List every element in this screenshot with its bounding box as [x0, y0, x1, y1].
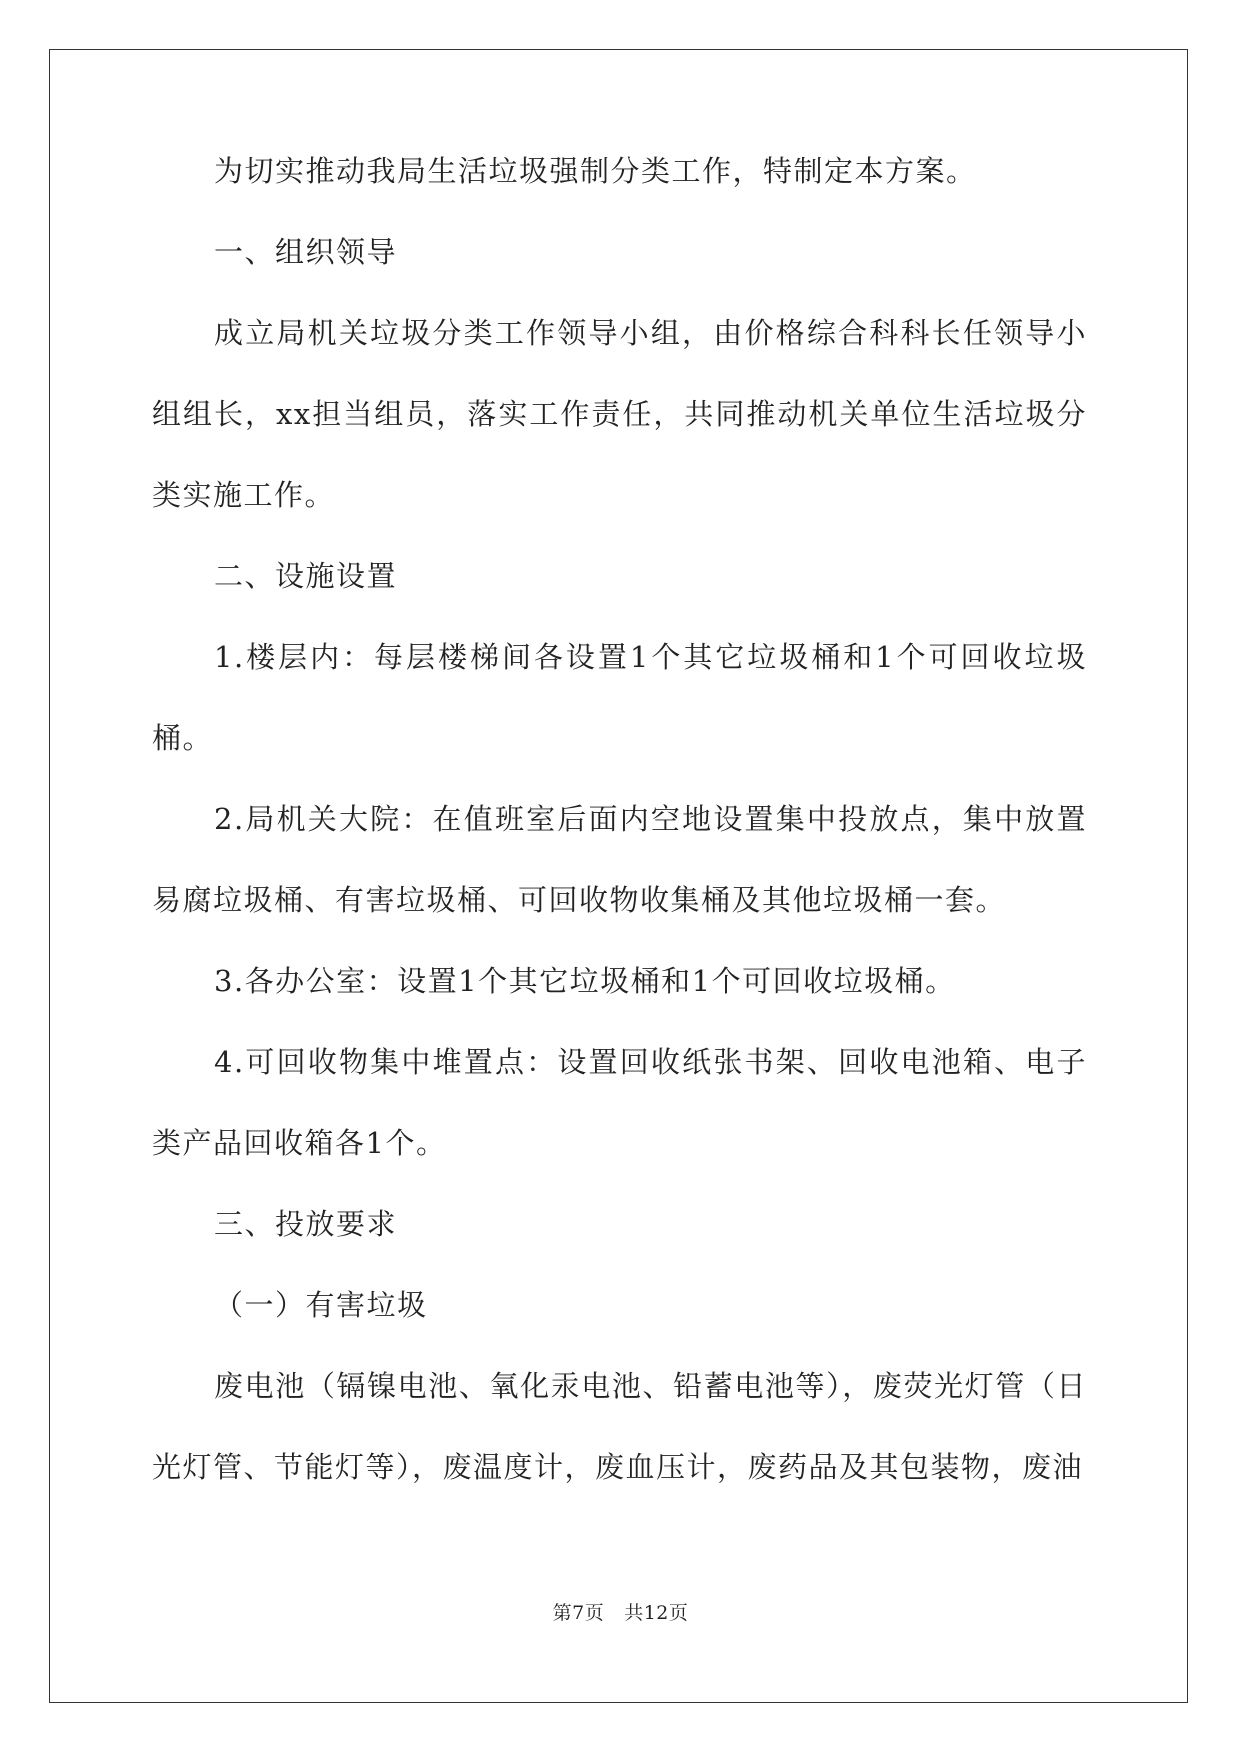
document-body: [152, 131, 1087, 1508]
paragraph-facility-3: 3.各办公室：设置1个其它垃圾桶和1个可回收垃圾桶。: [214, 964, 956, 998]
paragraph-intro: 为切实推动我局生活垃圾强制分类工作，特制定本方案。: [214, 154, 977, 188]
page-total: 共12页: [624, 1602, 689, 1624]
heading-requirements: 三、投放要求: [214, 1207, 398, 1241]
paragraph-organization: 成立局机关垃圾分类工作领导小组，由价格综合科科长任领导小组组长，xx担当组员，落实工作责任，共同推动机关单位生活垃圾分类实施工作。: [152, 316, 1087, 512]
page-number: 第7页: [552, 1602, 605, 1624]
paragraph-facility-2: 2.局机关大院：在值班室后面内空地设置集中投放点，集中放置易腐垃圾桶、有害垃圾桶、可回收物收集桶及其他垃圾桶一套。: [152, 802, 1087, 917]
paragraph-facility-4: 4.可回收物集中堆置点：设置回收纸张书架、回收电池箱、电子类产品回收箱各1个。: [152, 1045, 1087, 1160]
heading-facilities: 二、设施设置: [214, 559, 398, 593]
heading-organization: 一、组织领导: [214, 235, 398, 269]
page-footer: [0, 1598, 1241, 1625]
paragraph-facility-1: 1.楼层内：每层楼梯间各设置1个其它垃圾桶和1个可回收垃圾桶。: [152, 640, 1087, 755]
paragraph-hazardous-waste: 废电池（镉镍电池、氧化汞电池、铅蓄电池等），废荧光灯管（日光灯管、节能灯等），废温度计，废血压计，废药品及其包装物，废油: [152, 1369, 1087, 1484]
subheading-hazardous-waste: （一）有害垃圾: [214, 1288, 428, 1322]
